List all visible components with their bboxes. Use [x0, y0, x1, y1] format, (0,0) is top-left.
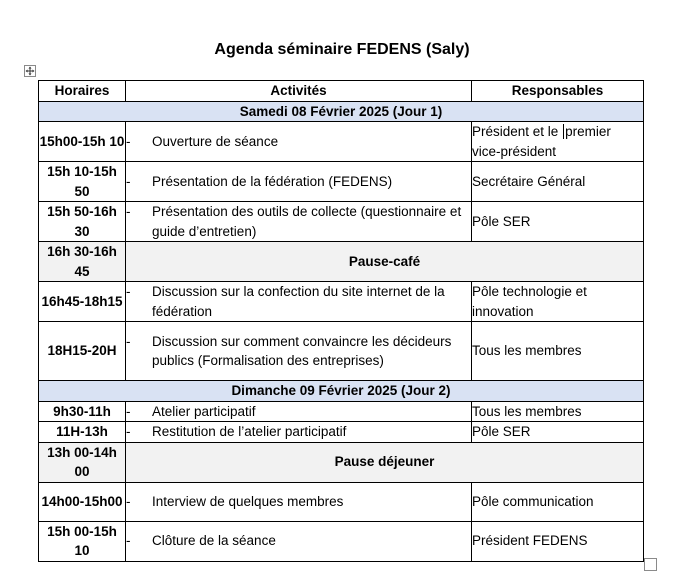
table-row: [39, 322, 644, 381]
time-cell: 18H15-20H: [39, 322, 126, 381]
responsible-cell: [472, 122, 644, 162]
responsible-text-part2: premier vice-président: [472, 124, 611, 159]
time-cell: 16h 30-16h 45: [39, 242, 126, 282]
break-row: [39, 442, 644, 482]
table-row: [39, 422, 644, 443]
activity-cell: [126, 521, 472, 561]
table-move-handle-icon[interactable]: [24, 65, 36, 77]
activity-text: Interview de quelques membres: [152, 493, 344, 509]
time-cell: 15h 50-16h 30: [39, 202, 126, 242]
bullet-dash: -: [126, 133, 131, 149]
responsible-cell: Président FEDENS: [472, 521, 644, 561]
activity-text: Discussion sur comment convaincre les décideurs publics (Formalisation des entreprises): [152, 333, 452, 368]
table-row: [39, 282, 644, 322]
responsible-cell: Pôle communication: [472, 482, 644, 521]
break-label: Pause déjeuner: [126, 442, 644, 482]
responsible-cell: Tous les membres: [472, 322, 644, 381]
activity-cell: [126, 322, 472, 381]
responsible-cell: Pôle technologie et innovation: [472, 282, 644, 322]
activity-cell: [126, 282, 472, 322]
bullet-dash: -: [126, 493, 131, 509]
responsible-cell: Pôle SER: [472, 202, 644, 242]
time-cell: 11H-13h: [39, 422, 126, 443]
activity-cell: [126, 202, 472, 242]
header-time: Horaires: [39, 81, 126, 102]
activity-text: Atelier participatif: [152, 403, 256, 419]
activity-text: Présentation des outils de collecte (questionnaire et guide d’entretien): [152, 204, 462, 239]
table-row: [39, 122, 644, 162]
table-row: [39, 482, 644, 521]
time-cell: 9h30-11h: [39, 401, 126, 422]
bullet-dash: -: [126, 284, 131, 299]
activity-cell: [126, 122, 472, 162]
table-row: [39, 521, 644, 561]
activity-text: Présentation de la fédération (FEDENS): [152, 173, 393, 189]
bullet-dash: -: [126, 533, 131, 549]
time-cell: 15h 10-15h 50: [39, 162, 126, 202]
time-cell: 15h00-15h 10: [39, 122, 126, 162]
activity-text: Ouverture de séance: [152, 133, 279, 149]
responsible-cell: Pôle SER: [472, 422, 644, 443]
activity-cell: [126, 401, 472, 422]
break-row: [39, 242, 644, 282]
bullet-dash: -: [126, 204, 131, 219]
responsible-cell: Tous les membres: [472, 401, 644, 422]
header-activity: Activités: [126, 81, 472, 102]
activity-text: Discussion sur la confection du site internet de la fédération: [152, 284, 445, 319]
activity-text: Restitution de l’atelier participatif: [152, 424, 347, 439]
day-label: Dimanche 09 Février 2025 (Jour 2): [39, 381, 644, 402]
day-label: Samedi 08 Février 2025 (Jour 1): [39, 101, 644, 122]
activity-cell: [126, 482, 472, 521]
time-cell: 14h00-15h00: [39, 482, 126, 521]
document-title: Agenda séminaire FEDENS (Saly): [214, 41, 470, 58]
header-responsible: Responsables: [472, 81, 644, 102]
table-row: [39, 202, 644, 242]
table-row: [39, 401, 644, 422]
activity-text: Clôture de la séance: [152, 533, 276, 549]
activity-cell: [126, 422, 472, 443]
time-cell: 15h 00-15h 10: [39, 521, 126, 561]
table-row: [39, 162, 644, 202]
text-cursor: [563, 124, 564, 139]
activity-cell: [126, 162, 472, 202]
bullet-dash: -: [126, 403, 131, 419]
bullet-dash: -: [126, 333, 131, 349]
time-cell: 13h 00-14h 00: [39, 442, 126, 482]
responsible-text-part1: Président et le: [472, 124, 563, 139]
day-row: [39, 381, 644, 402]
day-row: [39, 101, 644, 122]
table-resize-handle-icon[interactable]: [644, 558, 657, 571]
agenda-table: [38, 80, 644, 562]
responsible-cell: Secrétaire Général: [472, 162, 644, 202]
break-label: Pause-café: [126, 242, 644, 282]
time-cell: 16h45-18h15: [39, 282, 126, 322]
bullet-dash: -: [126, 424, 131, 439]
bullet-dash: -: [126, 173, 131, 189]
table-header-row: [39, 81, 644, 102]
